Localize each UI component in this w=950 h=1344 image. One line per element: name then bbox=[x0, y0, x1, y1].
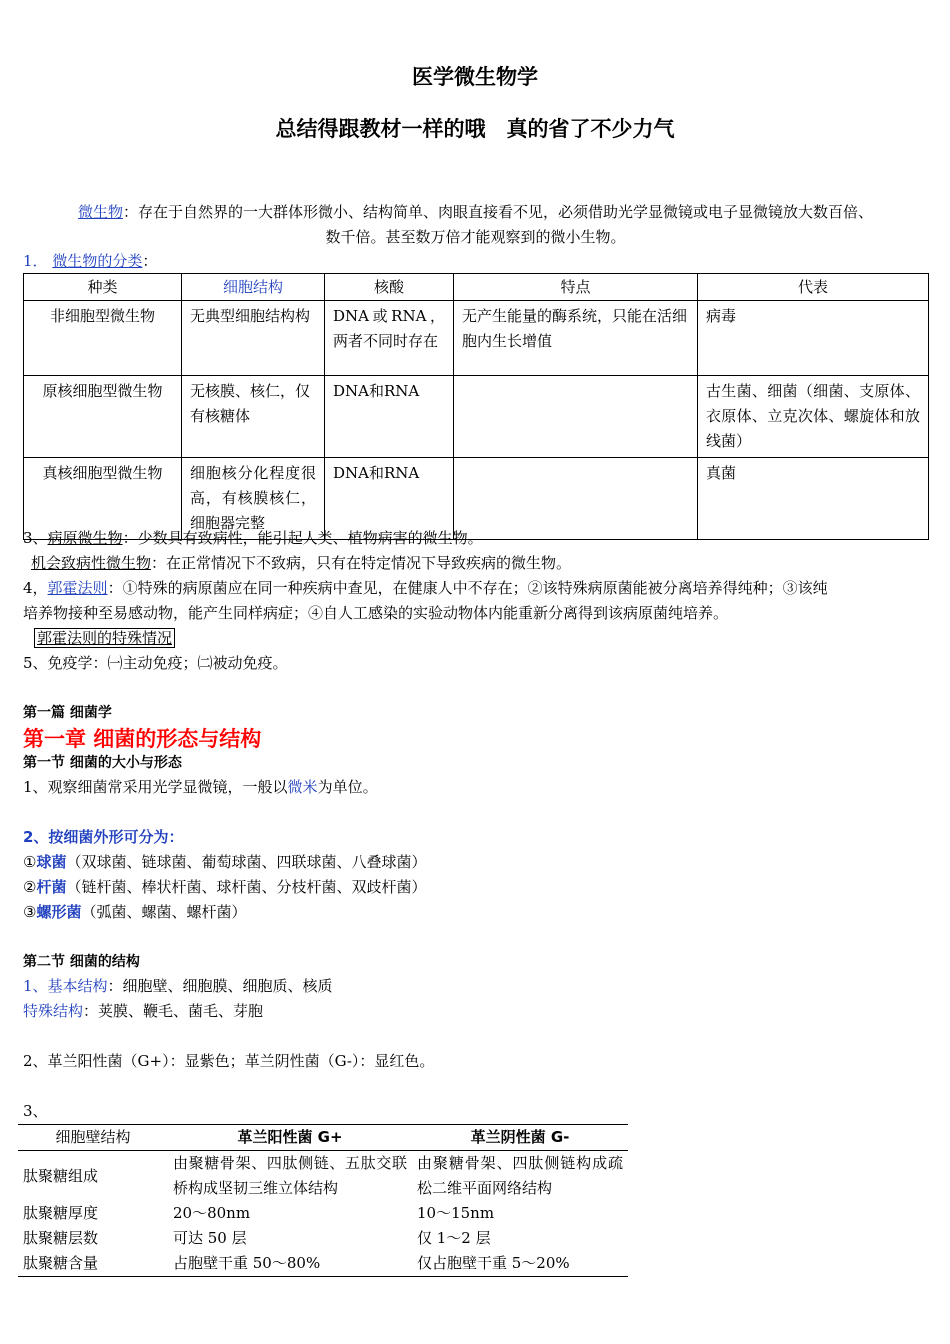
table-cell: 肽聚糖厚度 bbox=[23, 1204, 99, 1222]
pathogen-text: ：少数具有致病性，能引起人类、植物病害的微生物。 bbox=[122, 529, 483, 547]
gram-stain-paragraph: 2、革兰阳性菌（G+）：显紫色；革兰阴性菌（G-）：显红色。 bbox=[23, 1052, 435, 1070]
opportunistic-text: ：在正常情况下不致病，只有在特定情况下导致疾病的微生物。 bbox=[151, 554, 572, 572]
col-header: 细胞结构 bbox=[182, 274, 325, 301]
col-header: 革兰阳性菌 G+ bbox=[168, 1125, 412, 1151]
table-cell: 真菌 bbox=[698, 458, 929, 540]
document-title: 医学微生物学 bbox=[412, 65, 538, 89]
table-cell: 由聚糖骨架、四肽侧链、五肽交联桥构成坚韧三维立体结构 bbox=[173, 1154, 407, 1197]
table-cell: 占胞壁干重 50～80% bbox=[173, 1254, 321, 1272]
size-unit: 微米 bbox=[287, 778, 318, 796]
immunology-paragraph: 5、免疫学：㈠主动免疫；㈡被动免疫。 bbox=[23, 654, 288, 672]
shape-desc: （弧菌、螺菌、螺杆菌） bbox=[81, 903, 247, 921]
shape-name: 球菌 bbox=[36, 853, 67, 871]
table-cell: 古生菌、细菌（细菌、支原体、衣原体、立克次体、螺旋体和放线菌） bbox=[698, 376, 929, 458]
section-1-term: 微生物的分类 bbox=[52, 252, 143, 270]
size-text-a: 1、观察细菌常采用光学显微镜，一般以 bbox=[23, 778, 288, 796]
table-row bbox=[18, 1151, 628, 1202]
shape-number: ① bbox=[23, 853, 37, 871]
col-header: 代表 bbox=[698, 274, 929, 301]
cell-wall-table bbox=[18, 1124, 628, 1277]
table-cell: 真核细胞型微生物 bbox=[24, 458, 182, 540]
table-cell: 非细胞型微生物 bbox=[24, 301, 182, 376]
section-1-number: 1． bbox=[23, 252, 48, 270]
table-row bbox=[24, 376, 929, 458]
table-cell: 肽聚糖组成 bbox=[23, 1166, 99, 1185]
opportunistic-paragraph bbox=[31, 551, 936, 576]
basic-structure-line bbox=[23, 974, 928, 999]
table-cell: 无典型细胞结构构 bbox=[182, 301, 325, 376]
table-cell: 20～80nm bbox=[173, 1204, 251, 1222]
basic-structure-label: 1、基本结构 bbox=[23, 977, 108, 995]
microbe-term: 微生物 bbox=[77, 203, 123, 221]
table-cell: 原核细胞型微生物 bbox=[24, 376, 182, 458]
col-header: 细胞壁结构 bbox=[18, 1125, 168, 1151]
table-cell: 肽聚糖层数 bbox=[23, 1229, 99, 1247]
special-structure-line bbox=[23, 999, 928, 1024]
table-cell: 仅 1～2 层 bbox=[417, 1229, 491, 1247]
col-header: 种类 bbox=[24, 274, 182, 301]
classification-table bbox=[23, 273, 929, 540]
shape-item bbox=[23, 850, 928, 875]
shape-desc: （链杆菌、棒状杆菌、球杆菌、分枝杆菌、双歧杆菌） bbox=[66, 878, 427, 896]
section-1-heading bbox=[23, 249, 928, 274]
size-paragraph bbox=[23, 775, 928, 800]
shape-name: 螺形菌 bbox=[36, 903, 82, 921]
intro-text: ：存在于自然界的一大群体形微小、结构简单、肉眼直接看不见，必须借助光学显微镜或电子显微镜放大数百倍、 bbox=[123, 203, 874, 221]
special-structure-text: ：荚膜、鞭毛、菌毛、芽胞 bbox=[83, 1002, 264, 1020]
opportunistic-term: 机会致病性微生物 bbox=[31, 554, 152, 572]
koch-prefix: 4， bbox=[23, 579, 48, 597]
shape-number: ② bbox=[23, 878, 37, 896]
koch-exceptions-label: 郭霍法则的特殊情况 bbox=[34, 628, 175, 648]
koch-exceptions bbox=[34, 626, 939, 651]
special-structure-label: 特殊结构 bbox=[23, 1002, 84, 1020]
intro-line-1 bbox=[23, 200, 928, 225]
col-header: 特点 bbox=[454, 274, 698, 301]
table-row bbox=[18, 1201, 628, 1226]
koch-paragraph-1 bbox=[23, 576, 928, 601]
koch-paragraph-2: 培养物接种至易感动物，能产生同样病症；④自人工感染的实验动物体内能重新分离得到该病原菌纯培养。 bbox=[23, 604, 729, 622]
table-cell: 病毒 bbox=[698, 301, 929, 376]
table-cell: 10～15nm bbox=[417, 1204, 495, 1222]
part-heading: 第一篇 细菌学 bbox=[23, 705, 112, 721]
basic-structure-text: ：细胞壁、细胞膜、细胞质、核质 bbox=[107, 977, 333, 995]
table-cell: 细胞核分化程度很高，有核膜核仁，细胞器完整 bbox=[182, 458, 325, 540]
table-row bbox=[18, 1226, 628, 1251]
table-header-row bbox=[18, 1125, 628, 1151]
shape-item bbox=[23, 900, 928, 925]
pathogen-prefix: 3、 bbox=[23, 529, 48, 547]
shape-item bbox=[23, 875, 928, 900]
table-cell: 仅占胞壁干重 5～20% bbox=[417, 1254, 570, 1272]
document-subtitle: 总结得跟教材一样的哦 真的省了不少力气 bbox=[275, 117, 675, 141]
item-3-label: 3、 bbox=[23, 1102, 48, 1120]
col-header: 革兰阴性菌 G- bbox=[412, 1125, 628, 1151]
koch-text: ：①特殊的病原菌应在同一种疾病中查见，在健康人中不存在；②该特殊病原菌能被分离培养得纯种；③该纯 bbox=[107, 579, 828, 597]
section-heading-1: 第一节 细菌的大小与形态 bbox=[23, 755, 182, 771]
table-cell: 无产生能量的酶系统，只能在活细胞内生长增值 bbox=[454, 301, 698, 376]
table-cell: 可达 50 层 bbox=[173, 1229, 247, 1247]
table-cell: DNA和RNA bbox=[325, 458, 454, 540]
intro-line-2: 数千倍。甚至数万倍才能观察到的微小生物。 bbox=[325, 228, 626, 246]
koch-term: 郭霍法则 bbox=[47, 579, 108, 597]
col-header: 核酸 bbox=[325, 274, 454, 301]
table-cell: 由聚糖骨架、四肽侧链构成疏松二维平面网络结构 bbox=[417, 1154, 623, 1197]
table-cell: 肽聚糖含量 bbox=[23, 1254, 99, 1272]
pathogen-term: 病原微生物 bbox=[47, 529, 123, 547]
shape-heading: 2、按细菌外形可分为： bbox=[23, 828, 184, 846]
shape-number: ③ bbox=[23, 903, 37, 921]
table-cell: DNA或RNA，两者不同时存在 bbox=[325, 301, 454, 376]
table-header-row bbox=[24, 274, 929, 301]
shape-name: 杆菌 bbox=[36, 878, 67, 896]
section-1-colon: ： bbox=[142, 252, 158, 270]
table-row bbox=[24, 301, 929, 376]
size-text-c: 为单位。 bbox=[317, 778, 378, 796]
pathogen-paragraph bbox=[23, 526, 928, 551]
table-row bbox=[18, 1251, 628, 1277]
section-heading-2: 第二节 细菌的结构 bbox=[23, 954, 140, 970]
shape-desc: （双球菌、链球菌、葡萄球菌、四联球菌、八叠球菌） bbox=[66, 853, 427, 871]
chapter-heading: 第一章 细菌的形态与结构 bbox=[23, 727, 262, 751]
table-cell: DNA和RNA bbox=[325, 376, 454, 458]
table-cell bbox=[454, 376, 698, 458]
table-cell: 无核膜、核仁，仅有核糖体 bbox=[182, 376, 325, 458]
